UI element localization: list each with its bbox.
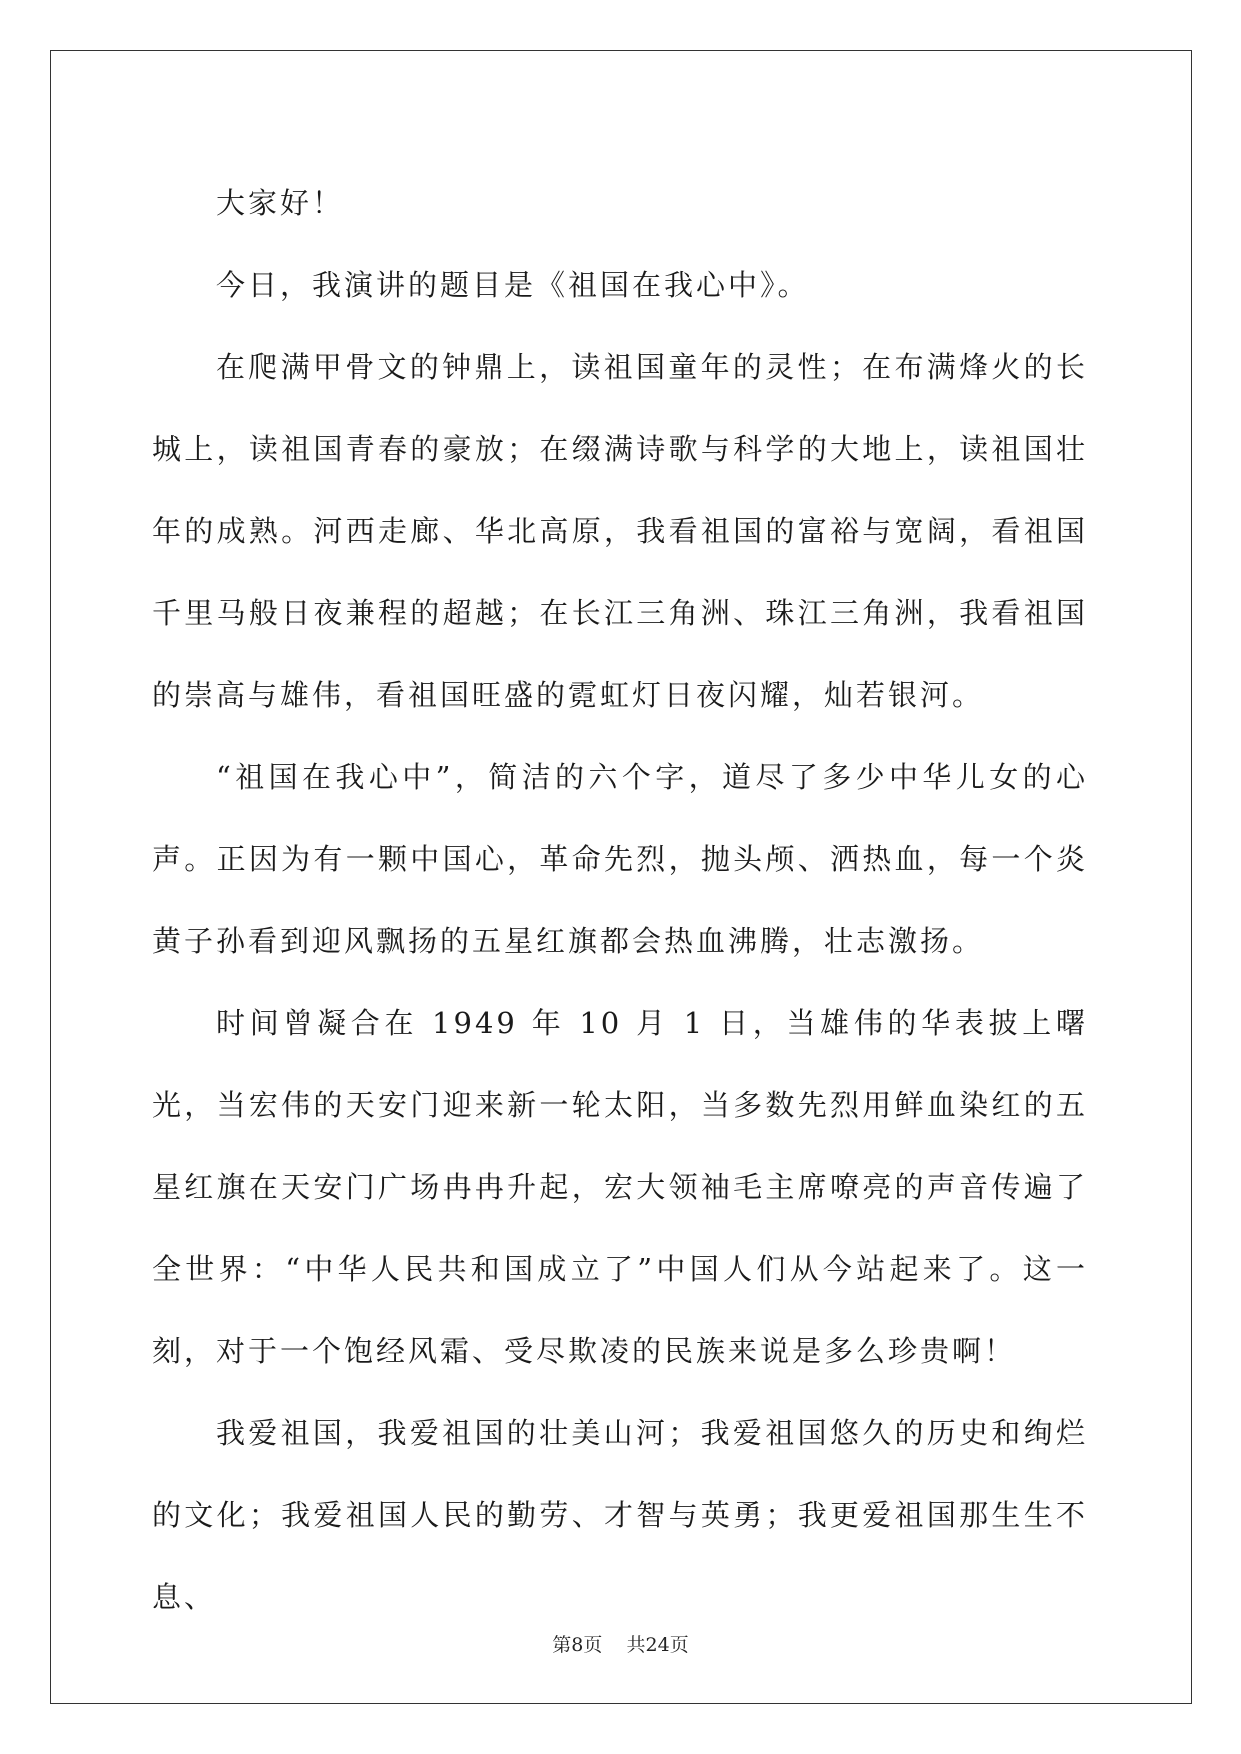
paragraph-history: 在爬满甲骨文的钟鼎上，读祖国童年的灵性；在布满烽火的长城上，读祖国青春的豪放；在缀满诗歌与科学的大地上，读祖国壮年的成熟。河西走廊、华北高原，我看祖国的富裕与宽阔，看祖国千里马般日夜兼程的超越；在长江三角洲、珠江三角洲，我看祖国的崇高与雄伟，看祖国旺盛的霓虹灯日夜闪耀，灿若银河。 <box>152 350 1088 712</box>
paragraph-topic: 今日，我演讲的题目是《祖国在我心中》。 <box>216 268 810 302</box>
paragraph-love: 我爱祖国，我爱祖国的壮美山河；我爱祖国悠久的历史和绚烂的文化；我爱祖国人民的勤劳、才智与英勇；我更爱祖国那生生不息、 <box>152 1416 1088 1614</box>
paragraph-founding: 时间曾凝合在 1949 年 10 月 1 日，当雄伟的华表披上曙光，当宏伟的天安门迎来新一轮太阳，当多数先烈用鲜血染红的五星红旗在天安门广场冉冉升起，宏大领袖毛主席嘹亮的声音传遍了全世界：“中华人民共和国成立了”中国人们从今站起来了。这一刻，对于一个饱经风霜、受尽欺凌的民族来说是多么珍贵啊！ <box>152 1006 1088 1368</box>
total-pages-number: 24 <box>645 1634 670 1656</box>
total-label-prefix: 共 <box>626 1634 646 1656</box>
page-footer <box>0 1630 1241 1657</box>
paragraph-greeting: 大家好！ <box>216 186 345 220</box>
total-label-suffix: 页 <box>669 1634 689 1656</box>
document-body <box>152 162 1088 1638</box>
page-label-suffix: 页 <box>583 1634 603 1656</box>
page-label-prefix: 第 <box>552 1634 572 1656</box>
paragraph-heart: “祖国在我心中”，简洁的六个字，道尽了多少中华儿女的心声。正因为有一颗中国心，革命先烈，抛头颅、洒热血，每一个炎黄子孙看到迎风飘扬的五星红旗都会热血沸腾，壮志激扬。 <box>152 760 1088 958</box>
current-page-number: 8 <box>571 1634 584 1656</box>
